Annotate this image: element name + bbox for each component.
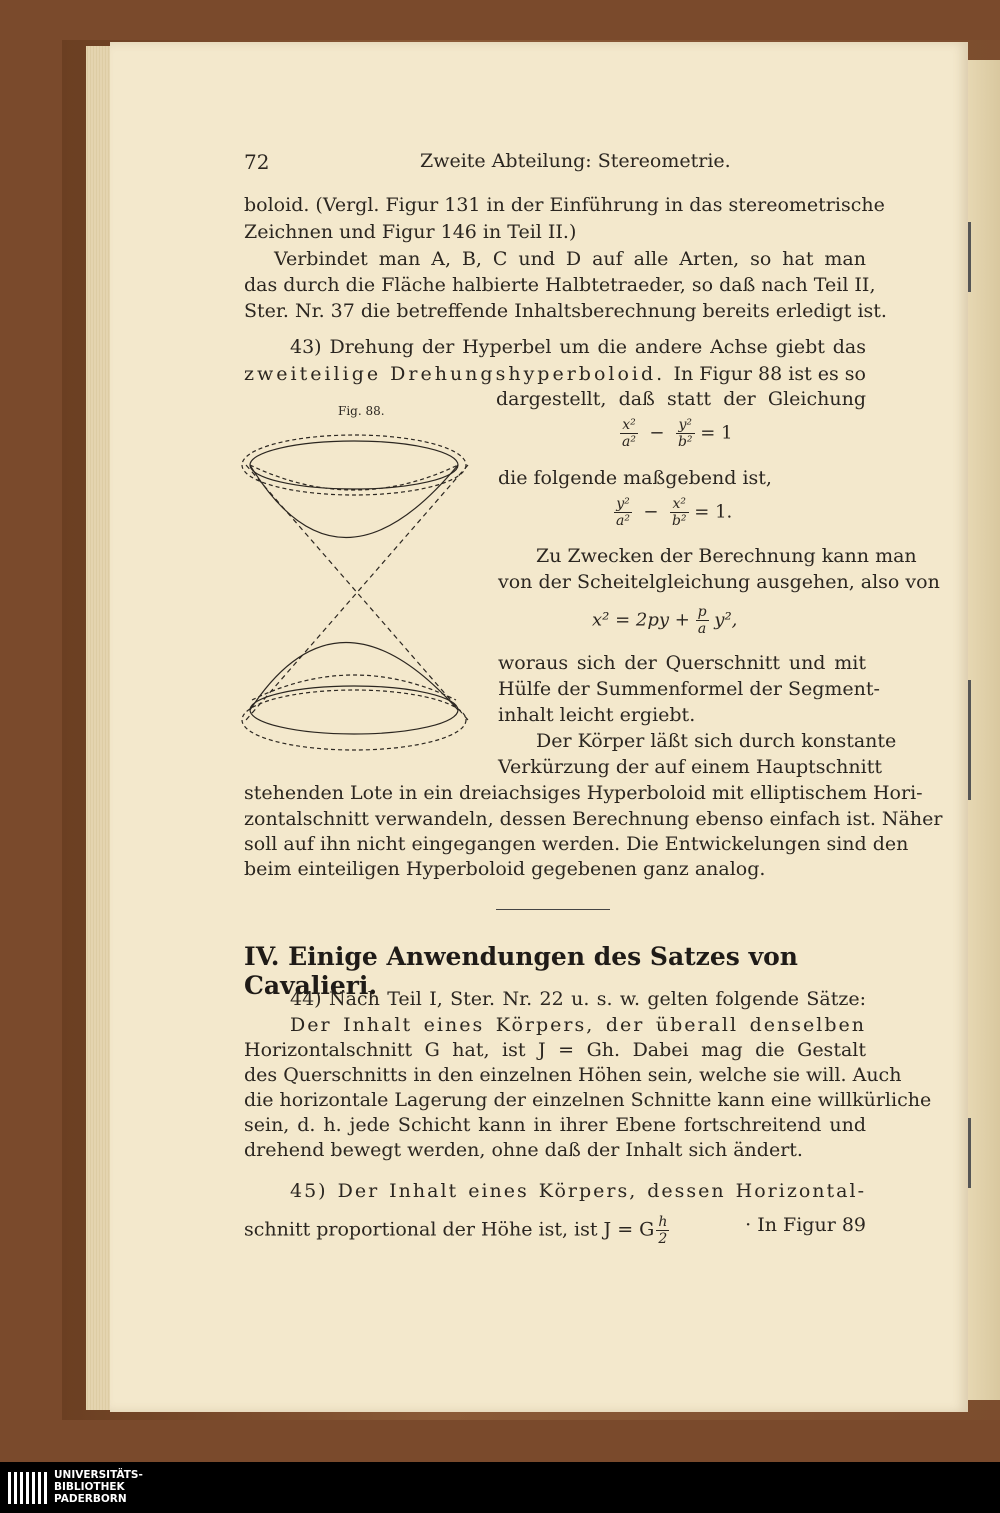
upper-nappe <box>250 465 458 538</box>
fraction: $\frac{\text{x²}}{\text{a²}}$ <box>622 417 636 450</box>
bottom-ellipse-outer <box>242 690 466 750</box>
text-line: beim einteiligen Hyperboloid gegebenen ganz analog. <box>244 858 766 880</box>
fraction: $\frac{p}{a}$ <box>697 604 707 637</box>
text-line: inhalt leicht ergiebt. <box>498 704 696 726</box>
term-spaced: zweiteilige Drehungshyperboloid. <box>244 363 666 385</box>
figure-caption: Fig. 88. <box>338 404 385 418</box>
text-line: Der Inhalt eines Körpers, der überall denselben <box>290 1014 866 1036</box>
fraction: $\frac{\text{x²}}{\text{b²}}$ <box>671 496 687 529</box>
text-line <box>244 1214 866 1247</box>
text-line: zontalschnitt verwandeln, dessen Berechnung ebenso einfach ist. Näher <box>244 808 943 830</box>
text-line: woraus sich der Querschnitt und mit <box>498 652 866 674</box>
fraction: $\frac{h}{2}$ <box>658 1214 668 1247</box>
section-divider <box>496 909 610 910</box>
asymptote-left <box>246 465 468 720</box>
top-ellipse-inner <box>250 441 458 489</box>
fraction: $\frac{\text{y²}}{\text{b²}}$ <box>677 417 693 450</box>
text-line: Der Körper läßt sich durch konstante <box>536 730 897 752</box>
text-line: Ster. Nr. 37 die betreffende Inhaltsberechnung bereits erledigt ist. <box>244 300 887 322</box>
library-logo-icon <box>8 1472 48 1504</box>
text-line: Verbindet man A, B, C und D auf alle Arten, so hat man <box>274 248 866 270</box>
library-banner <box>0 1462 1000 1513</box>
library-name: UNIVERSITÄTS- BIBLIOTHEK PADERBORN <box>54 1469 143 1505</box>
equation-2: $\frac{\text{y²}}{\text{a²}}$ − $\frac{\text{x²}}{\text{b²}}$ = 1. <box>616 496 733 529</box>
text-line <box>244 363 866 385</box>
text-line: die folgende maßgebend ist, <box>498 467 772 489</box>
text-line: Zeichnen und Figur 146 in Teil II.) <box>244 221 577 243</box>
text-span: · In Figur 89 <box>745 1214 866 1236</box>
page-marker <box>968 222 971 292</box>
hyperboloid-figure <box>238 420 488 760</box>
text-line: das durch die Fläche halbierte Halbtetraeder, so daß nach Teil II, <box>244 274 876 296</box>
text-line: stehenden Lote in ein dreiachsiges Hyperboloid mit elliptischem Hori- <box>244 782 923 804</box>
text-line: Zu Zwecken der Berechnung kann man <box>536 545 917 567</box>
lower-nappe <box>250 643 458 711</box>
text-line: Hülfe der Summenformel der Segment- <box>498 678 880 700</box>
page-number: 72 <box>244 150 270 174</box>
text-line: 44) Nach Teil I, Ster. Nr. 22 u. s. w. gelten folgende Sätze: <box>290 988 866 1010</box>
text-line: drehend bewegt werden, ohne daß der Inhalt sich ändert. <box>244 1139 803 1161</box>
page-marker <box>968 680 971 800</box>
text-line: Horizontalschnitt G hat, ist J = Gh. Dabei mag die Gestalt <box>244 1039 866 1061</box>
facing-page-edge <box>968 60 1000 1400</box>
text-line: von der Scheitelgleichung ausgehen, also von <box>498 571 940 593</box>
text-line: 45) Der Inhalt eines Körpers, dessen Horizontal- <box>290 1180 866 1202</box>
equation-1: $\frac{\text{x²}}{\text{a²}}$ − $\frac{\text{y²}}{\text{b²}}$ = 1 <box>622 417 733 450</box>
text-line: soll auf ihn nicht eingegangen werden. Die Entwickelungen sind den <box>244 833 909 855</box>
text-line: 43) Drehung der Hyperbel um die andere Achse giebt das <box>290 336 866 358</box>
text-line: die horizontale Lagerung der einzelnen Schnitte kann eine willkürliche <box>244 1089 932 1111</box>
equation-3: x² = 2py + $\frac{p}{a}$ y², <box>592 604 738 637</box>
top-ellipse-outer <box>242 435 466 495</box>
page-marker <box>968 1118 971 1188</box>
text-line: boloid. (Vergl. Figur 131 in der Einführung in das stereometrische <box>244 194 885 216</box>
asymptote-right <box>246 465 468 720</box>
bottom-ellipse-inner <box>250 686 458 734</box>
upper-lower-arc <box>250 465 458 490</box>
equation-rhs: = 1 <box>700 422 733 444</box>
fraction: $\frac{\text{y²}}{\text{a²}}$ <box>616 496 630 529</box>
equation-rhs: = 1. <box>694 501 733 523</box>
text-line: Verkürzung der auf einem Hauptschnitt <box>498 756 882 778</box>
text-line: des Querschnitts in den einzelnen Höhen sein, welche sie will. Auch <box>244 1064 902 1086</box>
text-span: schnitt proportional der Höhe ist, ist J = G <box>244 1218 655 1241</box>
text-line: dargestellt, daß statt der Gleichung <box>496 388 866 410</box>
section-heading: IV. Einige Anwendungen des Satzes von Cavalieri. <box>244 942 798 1000</box>
text-line: sein, d. h. jede Schicht kann in ihrer Ebene fortschreitend und <box>244 1114 866 1136</box>
text-span: In Figur 88 ist es so <box>673 363 866 385</box>
running-title: Zweite Abteilung: Stereometrie. <box>420 150 731 172</box>
